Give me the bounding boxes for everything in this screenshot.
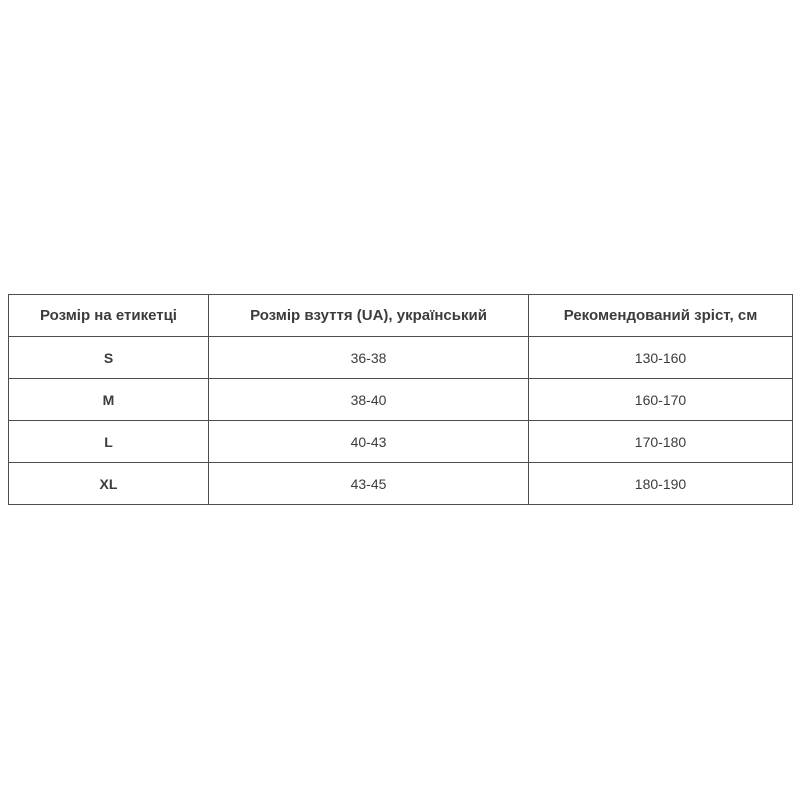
cell-recommended-height: 170-180 [529, 421, 793, 463]
size-chart-table [8, 294, 793, 505]
cell-shoe-size-ua: 38-40 [209, 379, 529, 421]
cell-size-label: L [9, 421, 209, 463]
cell-recommended-height: 180-190 [529, 463, 793, 505]
table-row [9, 463, 793, 505]
cell-size-label: M [9, 379, 209, 421]
table-row [9, 379, 793, 421]
table-row [9, 337, 793, 379]
cell-size-label: S [9, 337, 209, 379]
column-header-recommended-height: Рекомендований зріст, см [529, 295, 793, 337]
cell-shoe-size-ua: 43-45 [209, 463, 529, 505]
table-header-row [9, 295, 793, 337]
cell-recommended-height: 130-160 [529, 337, 793, 379]
cell-recommended-height: 160-170 [529, 379, 793, 421]
table-row [9, 421, 793, 463]
column-header-size-label: Розмір на етикетці [9, 295, 209, 337]
cell-size-label: XL [9, 463, 209, 505]
column-header-shoe-size-ua: Розмір взуття (UA), український [209, 295, 529, 337]
cell-shoe-size-ua: 36-38 [209, 337, 529, 379]
cell-shoe-size-ua: 40-43 [209, 421, 529, 463]
